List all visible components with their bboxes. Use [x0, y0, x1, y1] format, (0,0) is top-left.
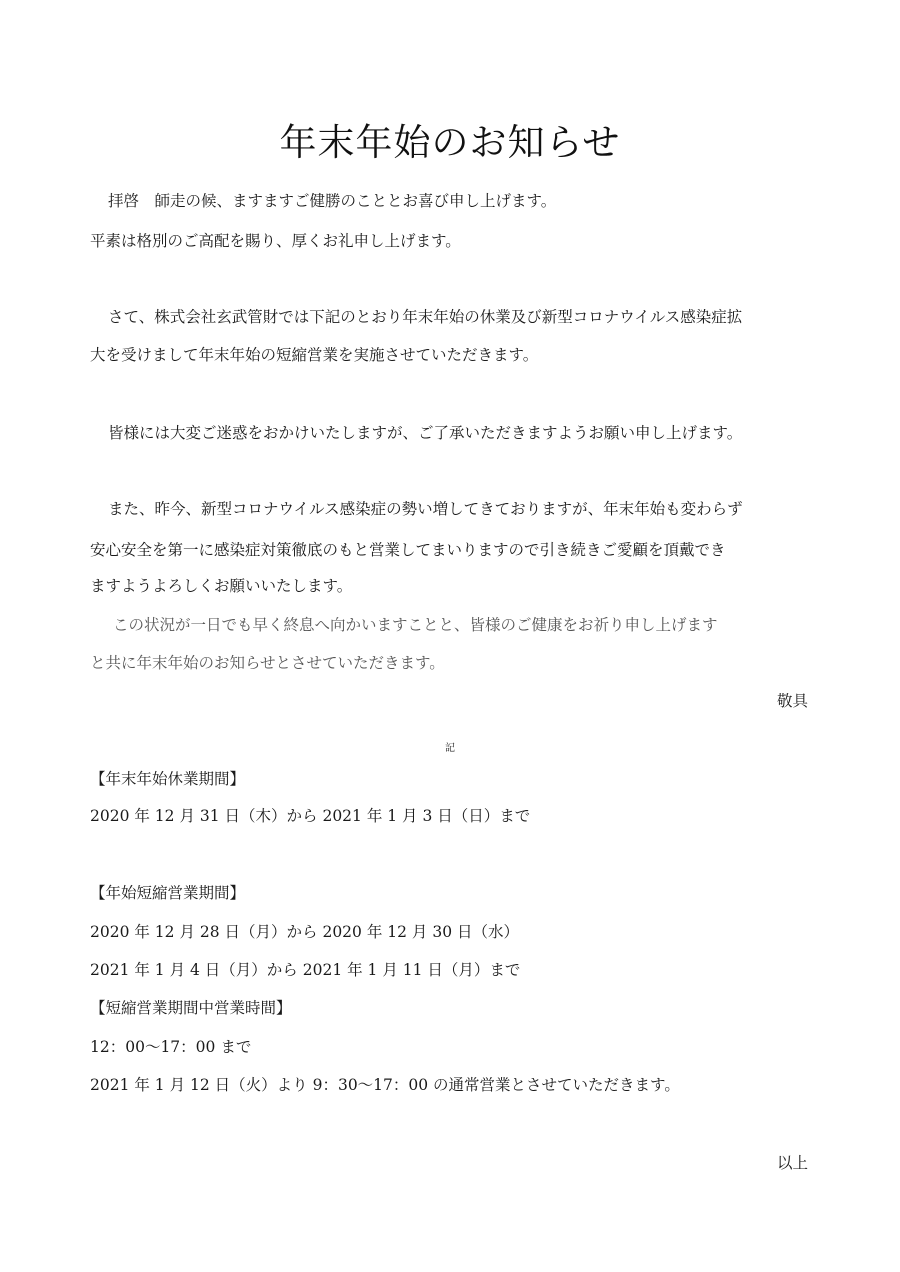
- closing-ijou: 以上: [776, 1154, 808, 1172]
- holiday-period: 2020 年 12 月 31 日（木）から 2021 年 1 月 3 日（日）まで: [90, 807, 531, 825]
- closing-keigu: 敬具: [776, 692, 808, 710]
- greeting-line-2: 平素は格別のご高配を賜り、厚くお礼申し上げます。: [90, 232, 461, 250]
- wishes-line-1: この状況が一日でも早く終息へ向かいますことと、皆様のご健康をお祈り申し上げます: [113, 616, 718, 634]
- announcement-line-1: さて、株式会社玄武管財では下記のとおり年末年始の休業及び新型コロナウイルス感染症拡: [108, 308, 743, 326]
- greeting-line-1: 拝啓 師走の候、ますますご健勝のこととお喜び申し上げます。: [108, 192, 557, 210]
- covid-line-1: また、昨今、新型コロナウイルス感染症の勢い増してきておりますが、年末年始も変わらず: [108, 500, 743, 518]
- short-period-1: 2020 年 12 月 28 日（月）から 2020 年 12 月 30 日（水）: [90, 923, 519, 941]
- short-hours: 12：00～17：00 まで: [90, 1038, 252, 1056]
- apology-line: 皆様には大変ご迷惑をおかけいたしますが、ご了承いただきますようお願い申し上げます。: [108, 424, 743, 442]
- short-hours-heading: 【年始短縮営業期間】: [90, 884, 246, 902]
- announcement-line-2: 大を受けまして年末年始の短縮営業を実施させていただきます。: [90, 346, 539, 364]
- normal-hours-notice: 2021 年 1 月 12 日（火）より 9：30～17：00 の通常営業とさせていただきます。: [90, 1076, 680, 1094]
- holiday-heading: 【年末年始休業期間】: [90, 770, 246, 788]
- hours-heading: 【短縮営業期間中営業時間】: [90, 999, 292, 1017]
- document-title: 年末年始のお知らせ: [279, 121, 621, 164]
- covid-line-3: ますようよろしくお願いいたします。: [90, 577, 353, 595]
- wishes-line-2: と共に年末年始のお知らせとさせていただきます。: [90, 654, 445, 672]
- covid-line-2: 安心安全を第一に感染症対策徹底のもと営業してまいりますので引き続きご愛顧を頂戴でき: [90, 541, 726, 559]
- short-period-2: 2021 年 1 月 4 日（月）から 2021 年 1 月 11 日（月）まで: [90, 961, 521, 979]
- ki-marker: 記: [445, 743, 455, 754]
